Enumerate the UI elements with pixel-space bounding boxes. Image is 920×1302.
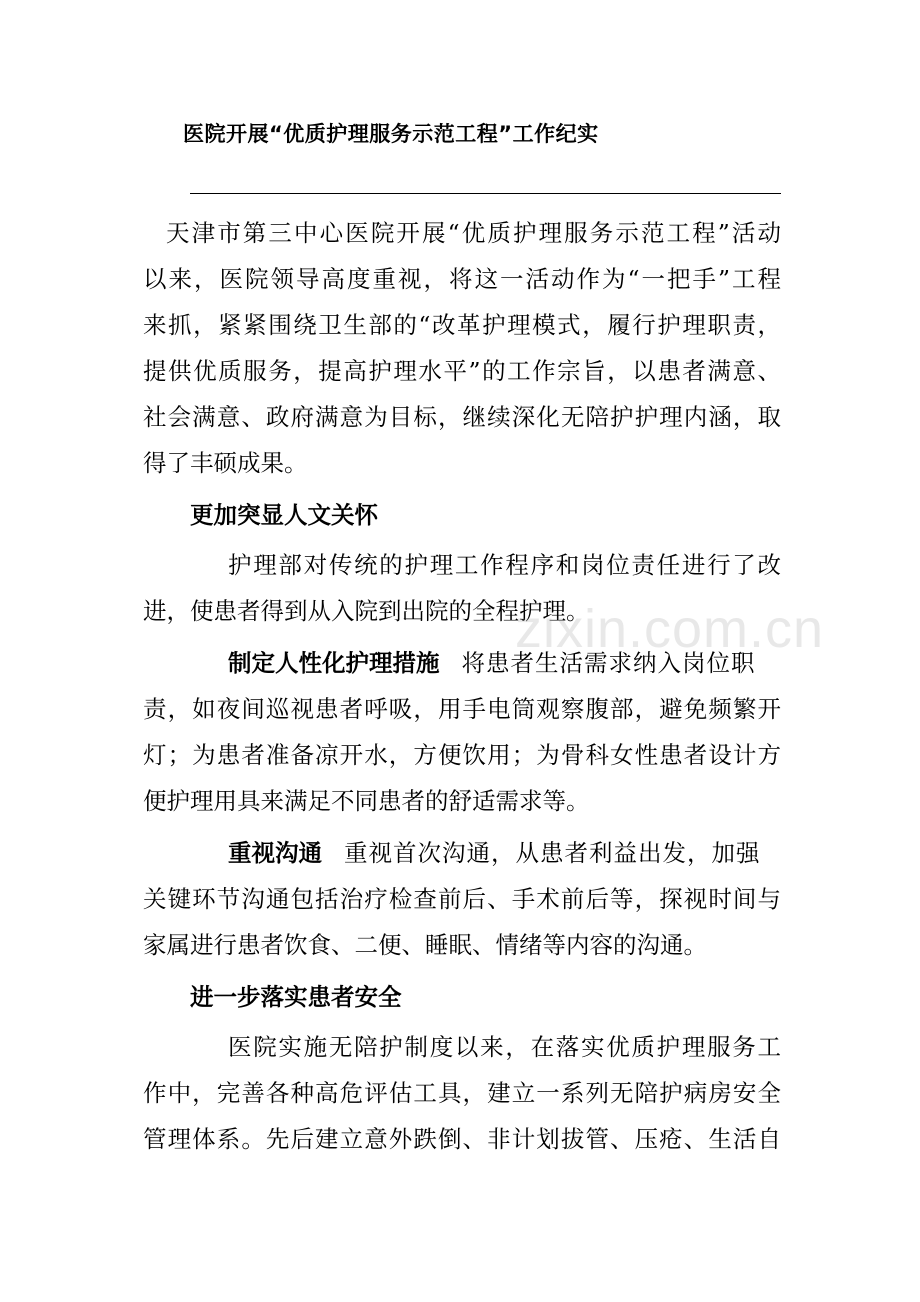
sub1-line-2: 责，如夜间巡视患者呼吸，用手电筒观察腹部，避免频繁开 <box>143 695 781 723</box>
sub1-line-4: 便护理用具来满足不同患者的舒适需求等。 <box>143 787 590 815</box>
sub2-heading: 重视沟通 <box>228 839 322 867</box>
intro-line-4: 提供优质服务，提高护理水平”的工作宗旨，以患者满意、 <box>143 357 781 385</box>
section1-para-line-2: 进，使患者得到从入院到出院的全程护理。 <box>143 597 590 625</box>
sub2-line-2: 关键环节沟通包括治疗检查前后、手术前后等，探视时间与 <box>143 885 781 913</box>
section1-heading: 更加突显人文关怀 <box>190 501 378 529</box>
sub2-line-3: 家属进行患者饮食、二便、睡眠、情绪等内容的沟通。 <box>143 931 707 959</box>
sub1-first-text: 将患者生活需求纳入岗位职 <box>461 649 756 677</box>
watermark: zixin.com.cn <box>515 599 825 659</box>
section2-para-line-2: 作中，完善各种高危评估工具，建立一系列无陪护病房安全 <box>143 1079 781 1107</box>
section2-heading: 进一步落实患者安全 <box>190 983 402 1011</box>
section2-para-line-1: 医院实施无陪护制度以来，在落实优质护理服务工 <box>228 1033 781 1061</box>
sub2-first-text: 重视首次沟通，从患者利益出发，加强 <box>344 839 761 867</box>
document-title: 医院开展“优质护理服务示范工程”工作纪实 <box>183 122 599 146</box>
section1-para-line-1: 护理部对传统的护理工作程序和岗位责任进行了改 <box>228 551 781 579</box>
sub1-line-3: 灯；为患者准备凉开水，方便饮用；为骨科女性患者设计方 <box>143 741 781 769</box>
intro-line-5: 社会满意、政府满意为目标，继续深化无陪护护理内涵，取 <box>143 403 781 431</box>
intro-line-6: 得了丰硕成果。 <box>143 449 308 477</box>
intro-line-1: 天津市第三中心医院开展“优质护理服务示范工程”活动 <box>166 219 781 247</box>
sub1-heading: 制定人性化护理措施 <box>228 649 440 677</box>
intro-line-2: 以来，医院领导高度重视，将这一活动作为“一把手”工程 <box>143 265 781 293</box>
sub2-line-1 <box>228 838 761 868</box>
section2-para-line-3: 管理体系。先后建立意外跌倒、非计划拔管、压疮、生活自 <box>143 1125 781 1153</box>
title-rule <box>190 193 781 194</box>
intro-line-3: 来抓，紧紧围绕卫生部的“改革护理模式，履行护理职责， <box>143 311 781 339</box>
